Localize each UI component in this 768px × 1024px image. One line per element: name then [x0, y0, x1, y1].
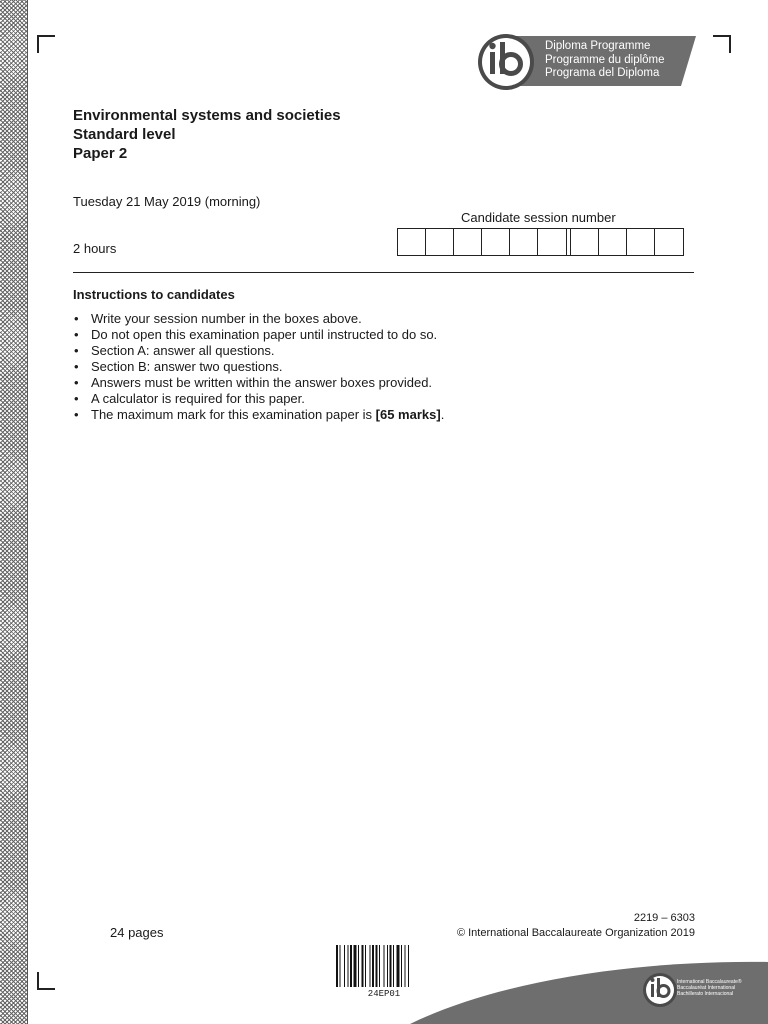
max-mark-value: [65 marks]	[375, 407, 441, 422]
subject-line: Environmental systems and societies	[73, 107, 341, 124]
logo-line: Diploma Programme	[545, 40, 651, 52]
instruction-item: • Answers must be written within the answer boxes provided.	[73, 375, 444, 391]
session-digit-box[interactable]	[426, 229, 454, 255]
ib-footer-line: Baccalauréat International	[677, 985, 736, 991]
crop-mark-bottom-left	[37, 972, 55, 990]
candidate-session-boxes[interactable]	[397, 228, 684, 256]
session-digit-box[interactable]	[571, 229, 599, 255]
crop-mark-top-left	[37, 35, 55, 53]
session-digit-box[interactable]	[398, 229, 426, 255]
max-mark-suffix: .	[440, 407, 445, 422]
session-digit-box[interactable]	[510, 229, 538, 255]
barcode-number: 24EP01	[367, 989, 401, 999]
ib-diploma-logo	[476, 34, 696, 90]
instructions-list	[73, 311, 444, 423]
session-digit-box[interactable]	[482, 229, 510, 255]
instruction-item: • Do not open this examination paper until instructed to do so.	[73, 327, 444, 343]
paper-code: 2219 – 6303	[633, 912, 695, 924]
logo-text	[545, 40, 665, 81]
candidate-session-label: Candidate session number	[461, 210, 616, 225]
copyright-notice: © International Baccalaureate Organization 2019	[456, 927, 695, 939]
logo-line: Programa del Diploma	[545, 67, 660, 79]
logo-line: Programme du diplôme	[545, 53, 665, 66]
page-count: 24 pages	[110, 925, 164, 940]
instruction-item: • Write your session number in the boxes above.	[73, 311, 444, 327]
instruction-item: • Section A: answer all questions.	[73, 343, 444, 359]
session-digit-box[interactable]	[627, 229, 655, 255]
session-digit-box[interactable]	[454, 229, 482, 255]
exam-date: Tuesday 21 May 2019 (morning)	[73, 194, 261, 209]
level-line: Standard level	[73, 126, 176, 143]
session-digit-box[interactable]	[599, 229, 627, 255]
header-divider	[73, 272, 694, 273]
binding-strip	[0, 0, 28, 1024]
paper-line: Paper 2	[73, 145, 128, 162]
ib-footer-text	[677, 979, 742, 997]
exam-duration: 2 hours	[73, 241, 117, 256]
session-digit-box[interactable]	[655, 229, 683, 255]
session-digit-box[interactable]	[538, 229, 566, 255]
instruction-item-max-marks	[73, 407, 444, 423]
instruction-item: • Section B: answer two questions.	[73, 359, 444, 375]
crop-mark-top-right	[713, 35, 731, 53]
instruction-item: • A calculator is required for this paper.	[73, 391, 444, 407]
exam-title	[73, 106, 341, 163]
instructions-heading: Instructions to candidates	[73, 287, 235, 302]
ib-footer-line: Bachillerato Internacional	[677, 991, 734, 997]
max-mark-text: The maximum mark for this examination paper is	[91, 407, 376, 422]
ib-footer-line: International Baccalaureate®	[677, 979, 742, 985]
